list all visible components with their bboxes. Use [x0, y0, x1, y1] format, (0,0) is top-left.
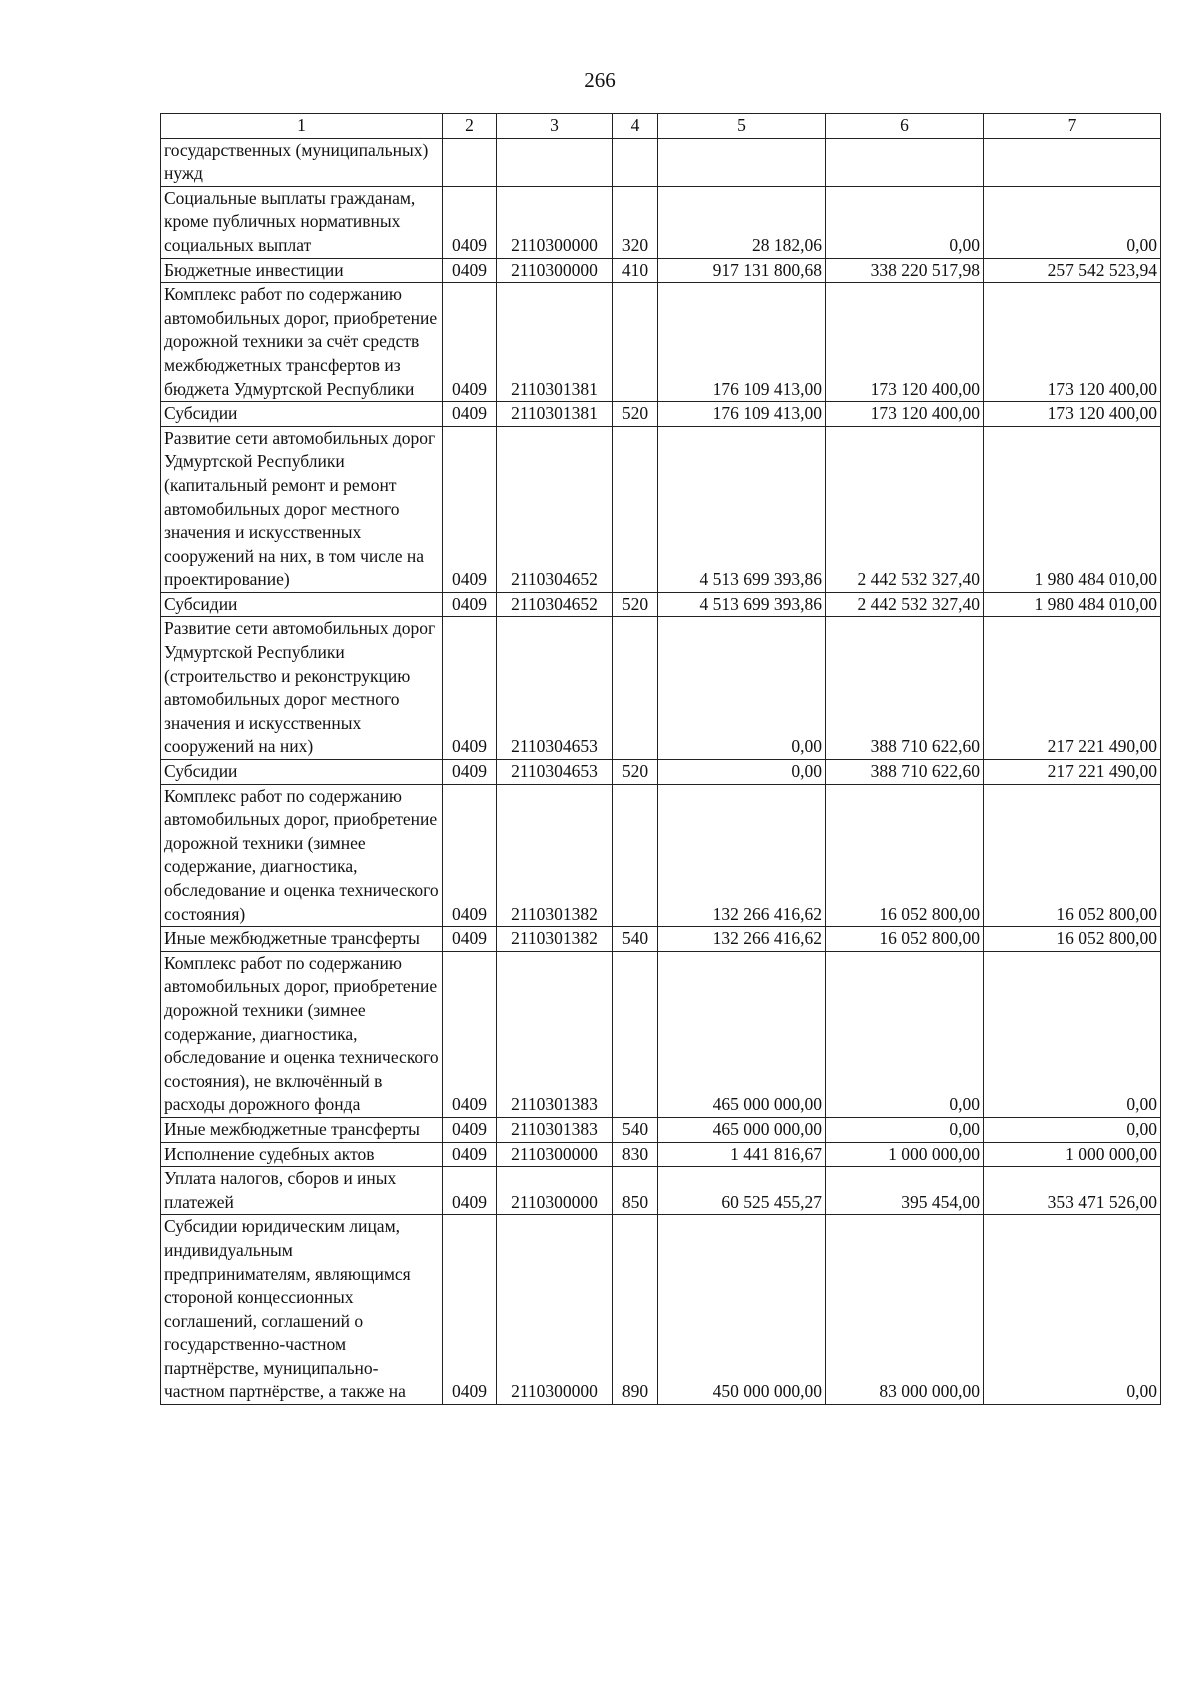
section-code: 0409: [443, 283, 497, 402]
amount-col7: 257 542 523,94: [984, 258, 1161, 283]
section-code: 0409: [443, 1215, 497, 1405]
section-code: 0409: [443, 1117, 497, 1142]
amount-col5: 4 513 699 393,86: [658, 426, 826, 592]
expense-type: [613, 283, 658, 402]
target-article: 2110301382: [497, 784, 613, 927]
amount-col7: 217 221 490,00: [984, 617, 1161, 760]
row-name: Развитие сети автомобильных дорог Удмуртской Республики (строительство и реконструкцию автомобильных дорог местного значения и искусственных сооружений на них): [161, 617, 443, 760]
target-article: 2110301381: [497, 402, 613, 427]
row-name: Комплекс работ по содержанию автомобильных дорог, приобретение дорожной техники (зимнее содержание, диагностика, обследование и оценка технического состояния), не включённый в расходы дорожного фонда: [161, 951, 443, 1117]
section-code: 0409: [443, 760, 497, 785]
column-header-3: 3: [497, 114, 613, 139]
table-row: [161, 592, 1161, 617]
expense-type: [613, 784, 658, 927]
row-name: Уплата налогов, сборов и иных платежей: [161, 1167, 443, 1215]
amount-col5: 1 441 816,67: [658, 1142, 826, 1167]
table-row: [161, 283, 1161, 402]
target-article: 2110301381: [497, 283, 613, 402]
target-article: 2110301383: [497, 1117, 613, 1142]
expense-type: 520: [613, 592, 658, 617]
amount-col7: 173 120 400,00: [984, 283, 1161, 402]
amount-col6: 173 120 400,00: [826, 402, 984, 427]
section-code: 0409: [443, 426, 497, 592]
target-article: 2110300000: [497, 186, 613, 258]
target-article: 2110304653: [497, 617, 613, 760]
amount-col5: 132 266 416,62: [658, 784, 826, 927]
amount-col7: [984, 138, 1161, 186]
expense-type: 320: [613, 186, 658, 258]
amount-col7: 0,00: [984, 1215, 1161, 1405]
column-header-1: 1: [161, 114, 443, 139]
amount-col6: 338 220 517,98: [826, 258, 984, 283]
expense-type: [613, 951, 658, 1117]
table-row: [161, 402, 1161, 427]
expense-type: 890: [613, 1215, 658, 1405]
section-code: 0409: [443, 258, 497, 283]
budget-table: [160, 113, 1161, 1405]
amount-col7: 1 980 484 010,00: [984, 592, 1161, 617]
row-name: Субсидии: [161, 402, 443, 427]
row-name: Развитие сети автомобильных дорог Удмуртской Республики (капитальный ремонт и ремонт автомобильных дорог местного значения и искусственных сооружений на них, в том числе на проектирование): [161, 426, 443, 592]
amount-col6: 388 710 622,60: [826, 617, 984, 760]
table-row: [161, 186, 1161, 258]
table-row: [161, 1215, 1161, 1405]
amount-col6: 0,00: [826, 1117, 984, 1142]
target-article: [497, 138, 613, 186]
table-body: [161, 138, 1161, 1404]
amount-col7: 1 000 000,00: [984, 1142, 1161, 1167]
amount-col5: [658, 138, 826, 186]
section-code: 0409: [443, 186, 497, 258]
target-article: 2110300000: [497, 1215, 613, 1405]
amount-col7: 0,00: [984, 951, 1161, 1117]
target-article: 2110300000: [497, 1142, 613, 1167]
target-article: 2110304652: [497, 592, 613, 617]
amount-col5: 917 131 800,68: [658, 258, 826, 283]
table-row: [161, 951, 1161, 1117]
amount-col7: 0,00: [984, 186, 1161, 258]
row-name: Иные межбюджетные трансферты: [161, 1117, 443, 1142]
table-row: [161, 1167, 1161, 1215]
amount-col6: 0,00: [826, 186, 984, 258]
column-header-2: 2: [443, 114, 497, 139]
target-article: 2110301383: [497, 951, 613, 1117]
amount-col6: 173 120 400,00: [826, 283, 984, 402]
amount-col7: 0,00: [984, 1117, 1161, 1142]
amount-col7: 217 221 490,00: [984, 760, 1161, 785]
amount-col6: 0,00: [826, 951, 984, 1117]
target-article: 2110304653: [497, 760, 613, 785]
table-row: [161, 426, 1161, 592]
table-row: [161, 760, 1161, 785]
amount-col6: 1 000 000,00: [826, 1142, 984, 1167]
row-name: Бюджетные инвестиции: [161, 258, 443, 283]
amount-col6: [826, 138, 984, 186]
amount-col6: 16 052 800,00: [826, 927, 984, 952]
amount-col7: 16 052 800,00: [984, 784, 1161, 927]
table-row: [161, 927, 1161, 952]
header-row: [161, 114, 1161, 139]
amount-col7: 16 052 800,00: [984, 927, 1161, 952]
amount-col6: 2 442 532 327,40: [826, 592, 984, 617]
column-header-4: 4: [613, 114, 658, 139]
row-name: Субсидии: [161, 592, 443, 617]
expense-type: [613, 617, 658, 760]
expense-type: 410: [613, 258, 658, 283]
expense-type: 520: [613, 760, 658, 785]
table-header: [161, 114, 1161, 139]
amount-col7: 353 471 526,00: [984, 1167, 1161, 1215]
amount-col5: 176 109 413,00: [658, 283, 826, 402]
amount-col7: 173 120 400,00: [984, 402, 1161, 427]
section-code: 0409: [443, 927, 497, 952]
table-row: [161, 617, 1161, 760]
section-code: 0409: [443, 1167, 497, 1215]
amount-col5: 450 000 000,00: [658, 1215, 826, 1405]
expense-type: 850: [613, 1167, 658, 1215]
row-name: Социальные выплаты гражданам, кроме публичных нормативных социальных выплат: [161, 186, 443, 258]
section-code: 0409: [443, 951, 497, 1117]
amount-col6: 388 710 622,60: [826, 760, 984, 785]
target-article: 2110300000: [497, 1167, 613, 1215]
amount-col5: 60 525 455,27: [658, 1167, 826, 1215]
row-name: Комплекс работ по содержанию автомобильных дорог, приобретение дорожной техники (зимнее содержание, диагностика, обследование и оценка технического состояния): [161, 784, 443, 927]
amount-col5: 132 266 416,62: [658, 927, 826, 952]
amount-col5: 465 000 000,00: [658, 1117, 826, 1142]
amount-col5: 0,00: [658, 760, 826, 785]
expense-type: [613, 426, 658, 592]
table-row: [161, 1142, 1161, 1167]
expense-type: 520: [613, 402, 658, 427]
column-header-5: 5: [658, 114, 826, 139]
expense-type: 540: [613, 927, 658, 952]
amount-col7: 1 980 484 010,00: [984, 426, 1161, 592]
amount-col6: 16 052 800,00: [826, 784, 984, 927]
target-article: 2110300000: [497, 258, 613, 283]
amount-col5: 0,00: [658, 617, 826, 760]
amount-col5: 176 109 413,00: [658, 402, 826, 427]
row-name: Комплекс работ по содержанию автомобильных дорог, приобретение дорожной техники за счёт средств межбюджетных трансфертов из бюджета Удмуртской Республики: [161, 283, 443, 402]
row-name: государственных (муниципальных) нужд: [161, 138, 443, 186]
expense-type: 830: [613, 1142, 658, 1167]
amount-col5: 465 000 000,00: [658, 951, 826, 1117]
expense-type: 540: [613, 1117, 658, 1142]
amount-col6: 395 454,00: [826, 1167, 984, 1215]
column-header-7: 7: [984, 114, 1161, 139]
section-code: 0409: [443, 592, 497, 617]
table-row: [161, 784, 1161, 927]
section-code: 0409: [443, 784, 497, 927]
amount-col5: 28 182,06: [658, 186, 826, 258]
target-article: 2110301382: [497, 927, 613, 952]
expense-type: [613, 138, 658, 186]
row-name: Субсидии: [161, 760, 443, 785]
amount-col5: 4 513 699 393,86: [658, 592, 826, 617]
target-article: 2110304652: [497, 426, 613, 592]
section-code: 0409: [443, 1142, 497, 1167]
section-code: 0409: [443, 402, 497, 427]
row-name: Иные межбюджетные трансферты: [161, 927, 443, 952]
amount-col6: 83 000 000,00: [826, 1215, 984, 1405]
section-code: [443, 138, 497, 186]
table-row: [161, 258, 1161, 283]
page-number: 266: [584, 68, 616, 92]
column-header-6: 6: [826, 114, 984, 139]
amount-col6: 2 442 532 327,40: [826, 426, 984, 592]
table-row: [161, 1117, 1161, 1142]
section-code: 0409: [443, 617, 497, 760]
table-row: [161, 138, 1161, 186]
row-name: Исполнение судебных актов: [161, 1142, 443, 1167]
row-name: Субсидии юридическим лицам, индивидуальным предпринимателям, являющимся стороной концессионных соглашений, соглашений о государственно-частном партнёрстве, муниципально-частном партнёрстве, а также на: [161, 1215, 443, 1405]
